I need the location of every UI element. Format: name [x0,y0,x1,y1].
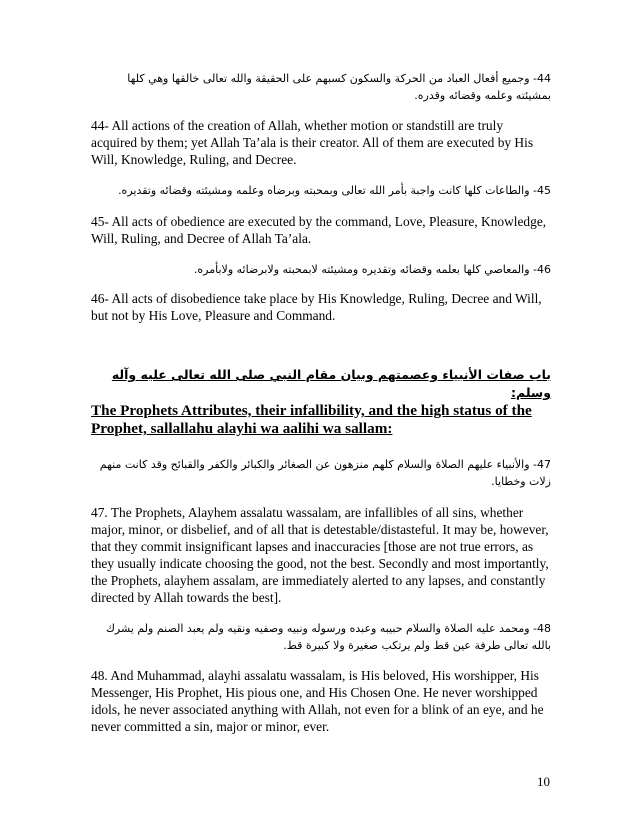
paragraph-48-arabic: 48- ومحمد عليه الصلاة والسلام حبيبه وعبده ورسوله ونبيه وصفيه ونقيه ولم يعبد الصنم ولم يشرك بالله تعالى طرفة عين قط ولم يرتكب صغيرة ولا كبيرة قط. [105,622,551,652]
paragraph-46-arabic: 46- والمعاصي كلها بعلمه وقضائه وتقديره ومشيئته لابمحبته ولابرضائه ولابأمره. [193,263,551,276]
paragraph-45-english: 45- All acts of obedience are executed by the command, Love, Pleasure, Knowledge, Will, Ruling, and Decree of Allah Ta’ala. [91,214,547,246]
paragraph-48-english: 48. And Muhammad, alayhi assalatu wassalam, is His beloved, His worshipper, His Messenger, His Prophet, His pious one, and His Chosen One. He never worshipped idols, he never associated anything with Allah, not even for a blink of an eye, and he never committed a sin, major or minor, ever. [91,668,544,734]
paragraph-44-arabic: 44- وجميع أفعال العباد من الحركة والسكون كسبهم على الحقيقة والله تعالى خالقها وهي كلها بمشيئته وعلمه وقضائه وقدره. [127,72,551,102]
paragraph-45-arabic: 45- والطاعات كلها كانت واجبة بأمر الله تعالى وبمحبته وبرضاه وعلمه ومشيئته وقضائه وتقديره. [118,184,551,197]
page-content [91,70,551,735]
section-heading-arabic: باب صفات الأنبياء وعصمتهم وبيان مقام النبي صلى الله تعالى عليه وآله وسلم: [111,367,551,400]
page-number: 10 [537,774,550,789]
paragraph-46-english: 46- All acts of disobedience take place by His Knowledge, Ruling, Decree and Will, but not by His Love, Pleasure and Command. [91,291,542,323]
paragraph-44-english: 44- All actions of the creation of Allah, whether motion or standstill are truly acquired by them; yet Allah Ta’ala is their creator. All of them are executed by His Will, Knowledge, Ruling, and Decree. [91,118,534,167]
paragraph-47-arabic: 47- والأنبياء عليهم الصلاة والسلام كلهم منزهون عن الصغائر والكبائر والكفر والقبائح وقد كانت منهم زلات وخطايا. [99,458,551,488]
section-heading-english: The Prophets Attributes, their infallibility, and the high status of the Prophet, sallallahu alayhi wa aalihi wa sallam: [91,402,532,437]
paragraph-47-english: 47. The Prophets, Alayhem assalatu wassalam, are infallibles of all sins, whether major, minor, or disbelief, and of all that is detestable/distasteful. It may be, however, that they commit insignificant lapses and inaccuracies [those are not true errors, as they usually indicate choosing the good, not the best. Secondly and most importantly, the Prophets, alayhem assalam, are immediately alerted to any lapses, and constantly directed by Allah towards the best]. [91,505,549,605]
